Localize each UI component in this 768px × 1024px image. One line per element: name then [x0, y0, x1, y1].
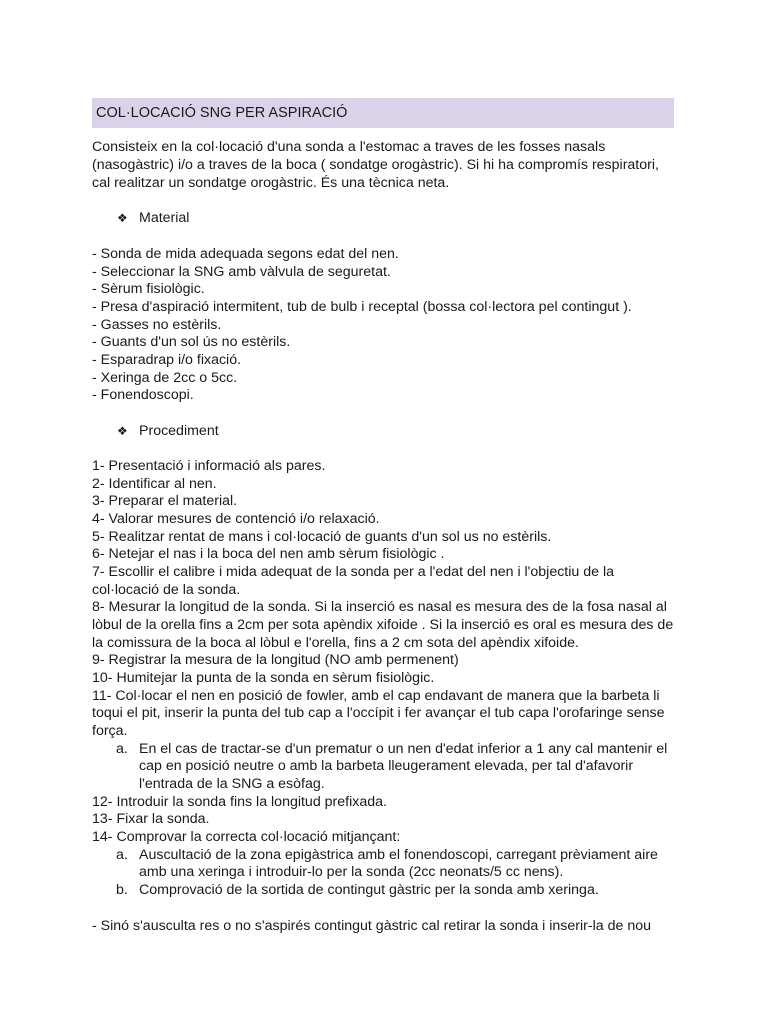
- sub-item-marker: b.: [116, 882, 128, 898]
- step-line: 14- Comprovar la correcta col·locació mitjançant:: [92, 829, 401, 845]
- list-item: - Gasses no estèrils.: [92, 317, 222, 333]
- step-line: 1- Presentació i informació als pares.: [92, 458, 326, 474]
- list-item: - Sèrum fisiològic.: [92, 281, 205, 297]
- step-line: toqui el pit, inserir la punta del tub cap a l'occípit i fer avançar el tub capa l'orofaringe sense: [92, 705, 665, 721]
- step-line: col·locació de la sonda.: [92, 582, 241, 598]
- sub-item-marker: a.: [116, 741, 128, 757]
- step-line: 3- Preparar el material.: [92, 493, 238, 509]
- list-item: - Sonda de mida adequada segons edat del nen.: [92, 246, 399, 262]
- page-title: COL·LOCACIÓ SNG PER ASPIRACIÓ: [96, 105, 348, 121]
- title-banner: [92, 98, 674, 128]
- list-item: - Fonendoscopi.: [92, 387, 194, 403]
- step-line: 11- Col·locar el nen en posició de fowler, amb el cap endavant de manera que la barbeta li: [92, 688, 660, 704]
- sub-item-line: Comprovació de la sortida de contingut gàstric per la sonda amb xeringa.: [139, 882, 599, 898]
- step-line: la comissura de la boca al lòbul e l'orella, fins a 2 cm sota del apèndix xifoide.: [92, 635, 579, 651]
- list-item: - Guants d'un sol ús no estèrils.: [92, 334, 291, 350]
- intro-line: Consisteix en la col·locació d'una sonda a l'estomac a traves de les fosses nasals: [92, 139, 606, 155]
- sub-item-line: amb una xeringa i introduir-lo per la sonda (2cc neonats/5 cc nens).: [139, 864, 564, 880]
- section-heading-procediment: Procediment: [139, 423, 219, 439]
- sub-item-line: cap en posició neutre o amb la barbeta lleugerament elevada, per tal d'afavorir: [139, 758, 634, 774]
- step-line: 8- Mesurar la longitud de la sonda. Si la inserció es nasal es mesura des de la fosa nasal al: [92, 599, 667, 615]
- sub-item-line: En el cas de tractar-se d'un prematur o un nen d'edat inferior a 1 any cal mantenir el: [139, 741, 668, 757]
- step-line: 9- Registrar la mesura de la longitud (NO amb permenent): [92, 652, 459, 668]
- step-line: 2- Identificar al nen.: [92, 476, 217, 492]
- sub-item-marker: a.: [116, 847, 128, 863]
- step-line: 5- Realitzar rentat de mans i col·locació de guants d'un sol us no estèrils.: [92, 529, 552, 545]
- step-line: 10- Humitejar la punta de la sonda en sèrum fisiològic.: [92, 670, 435, 686]
- section-heading-material: Material: [139, 210, 190, 226]
- step-line: 13- Fixar la sonda.: [92, 811, 210, 827]
- step-line: lòbul de la orella fins a 2cm per sota apèndix xifoide . Si la inserció es oral es mesura des de: [92, 617, 674, 633]
- diamond-bullet-icon: ❖: [117, 211, 128, 225]
- intro-line: cal realitzar un sondatge orogàstric. És una tècnica neta.: [92, 175, 450, 191]
- step-line: força.: [92, 723, 128, 739]
- step-line: 6- Netejar el nas i la boca del nen amb sèrum fisiològic .: [92, 546, 445, 562]
- list-item: - Xeringa de 2cc o 5cc.: [92, 370, 238, 386]
- sub-item-line: l'entrada de la SNG a esòfag.: [139, 776, 325, 792]
- intro-line: (nasogàstric) i/o a traves de la boca ( sondatge orogàstric). Si hi ha compromís respiratori,: [92, 157, 659, 173]
- step-line: 12- Introduir la sonda fins la longitud prefixada.: [92, 794, 387, 810]
- list-item: - Esparadrap i/o fixació.: [92, 352, 242, 368]
- list-item: - Seleccionar la SNG amb vàlvula de seguretat.: [92, 264, 391, 280]
- closing-note: - Sinó s'ausculta res o no s'aspirés contingut gàstric cal retirar la sonda i inserir-la de nou: [92, 918, 651, 934]
- diamond-bullet-icon: ❖: [117, 424, 128, 438]
- step-line: 7- Escollir el calibre i mida adequat de la sonda per a l'edat del nen i l'objectiu de la: [92, 564, 615, 580]
- list-item: - Presa d'aspiració intermitent, tub de bulb i receptal (bossa col·lectora pel contingut ).: [92, 299, 632, 315]
- sub-item-line: Auscultació de la zona epigàstrica amb el fonendoscopi, carregant prèviament aire: [139, 847, 658, 863]
- step-line: 4- Valorar mesures de contenció i/o relaxació.: [92, 511, 380, 527]
